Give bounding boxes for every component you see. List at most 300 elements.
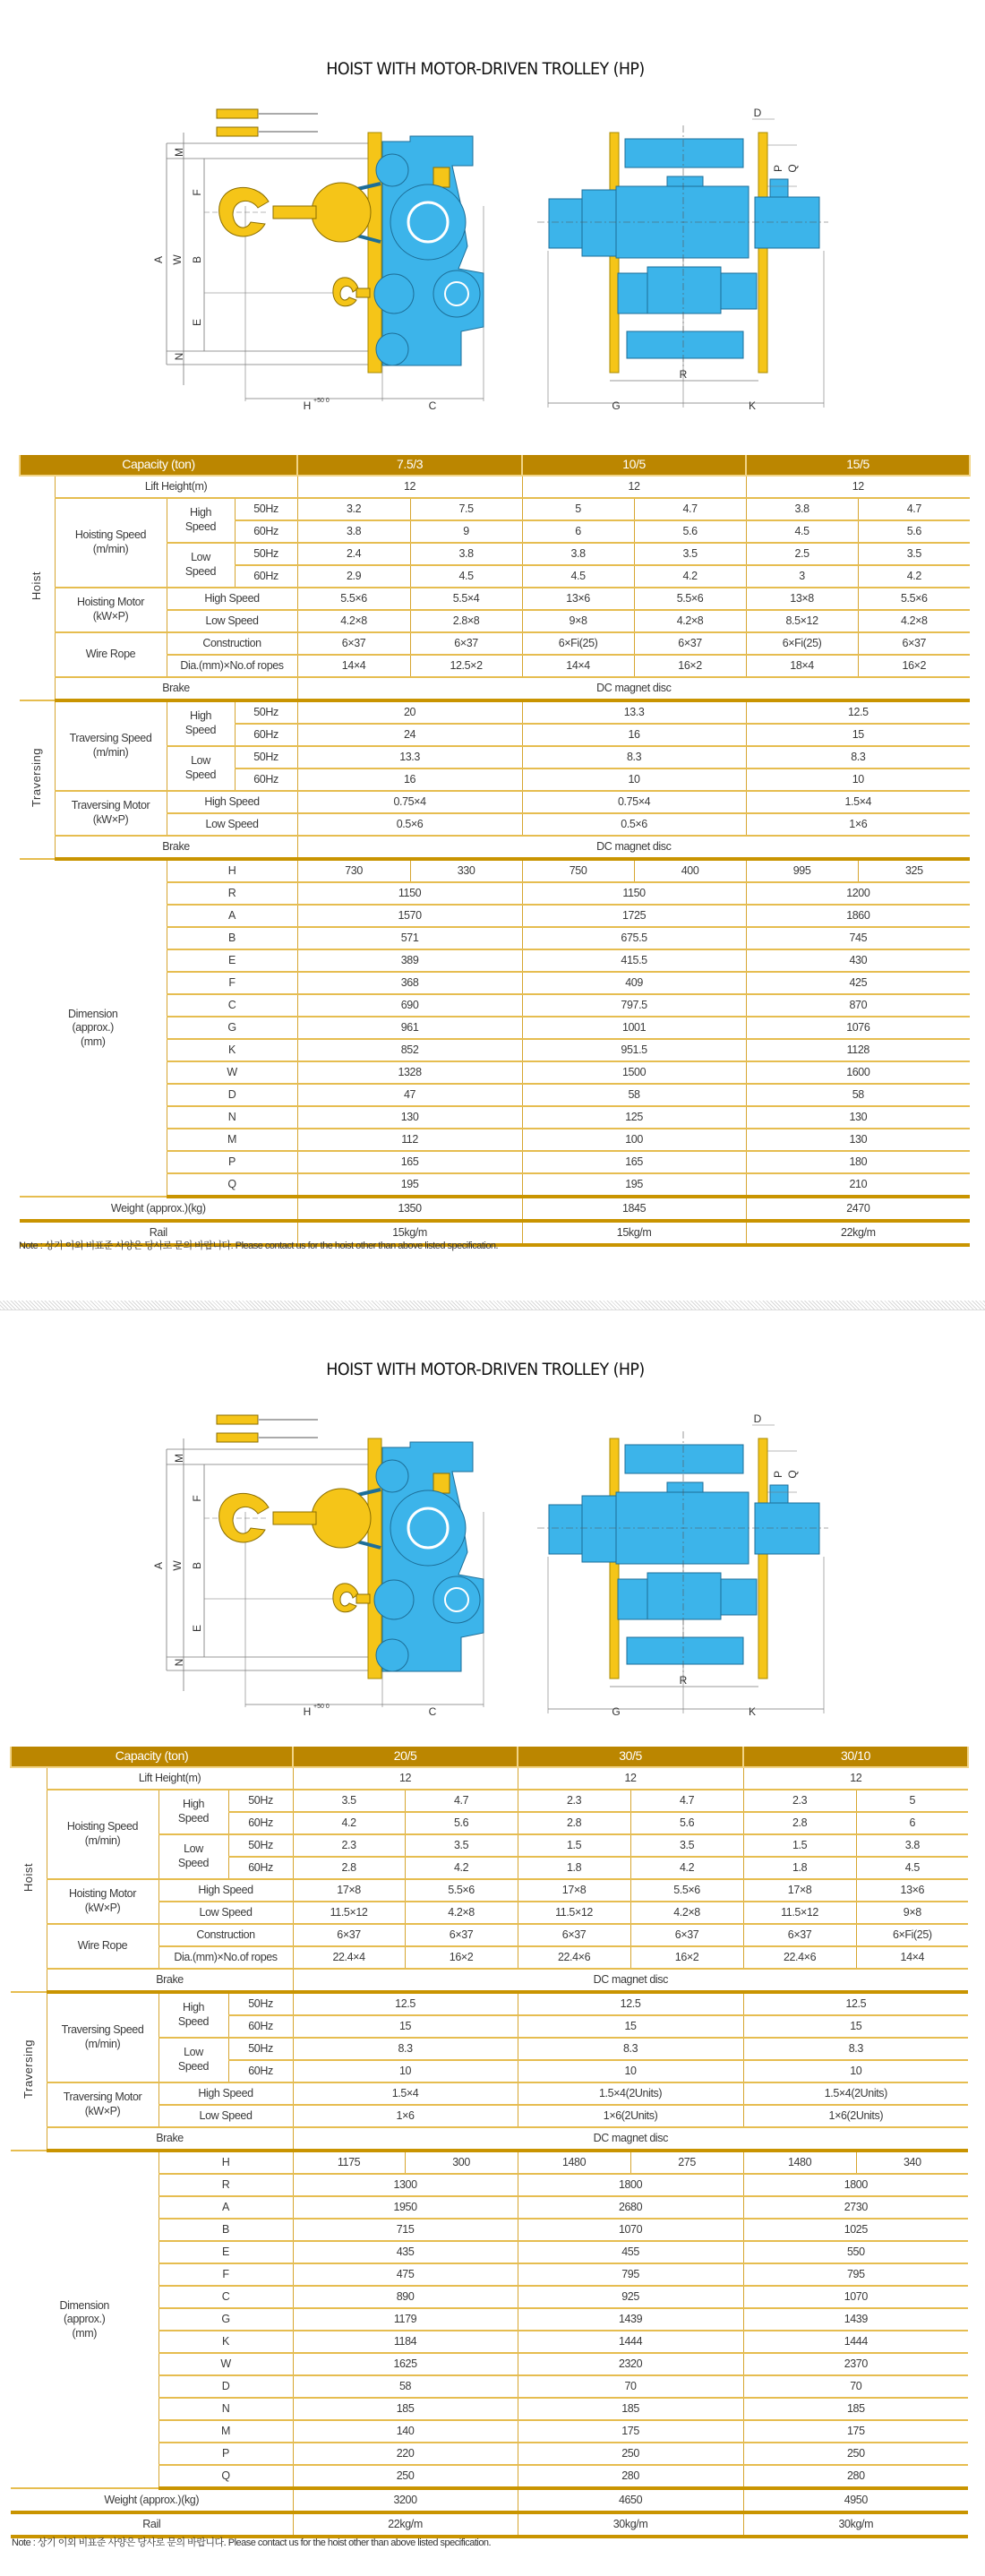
value-cell: 4.7 — [858, 498, 970, 520]
gear-reducer — [721, 1579, 757, 1615]
value-cell: 1328 — [297, 1061, 522, 1084]
value-cell: 2.8×8 — [410, 610, 522, 632]
value-cell: 125 — [522, 1106, 746, 1129]
dimension-label: D — [753, 1413, 762, 1425]
value-cell: 1184 — [293, 2331, 518, 2353]
value-cell: 1950 — [293, 2196, 518, 2219]
value-cell: 112 — [297, 1129, 522, 1151]
h-tolerance-label: +50 0 — [313, 1704, 330, 1710]
table-row — [11, 1746, 968, 1768]
capacity-header: Capacity (ton) — [20, 454, 297, 477]
value-cell: 4950 — [743, 2488, 968, 2512]
value-cell: 4.7 — [405, 1790, 518, 1812]
value-cell: 10 — [743, 2060, 968, 2082]
value-cell: 3.5 — [405, 1834, 518, 1857]
row-label: Dia.(mm)×No.of ropes — [158, 1946, 293, 1969]
value-cell: 1860 — [746, 905, 970, 927]
trolley-frame-top — [625, 1445, 743, 1473]
value-cell: 12.5 — [518, 1992, 743, 2015]
value-cell: 1070 — [518, 2219, 743, 2241]
traverse-motor — [647, 1573, 721, 1619]
value-cell: 5.5×6 — [858, 588, 970, 610]
dimension-letter: D — [158, 2375, 293, 2398]
value-cell: 16×2 — [858, 655, 970, 677]
row-label: Low Speed — [158, 2105, 293, 2127]
value-cell: 2.3 — [518, 1790, 630, 1812]
value-cell: 1179 — [293, 2308, 518, 2331]
dimension-letter: C — [167, 994, 297, 1017]
value-cell: 3.8 — [410, 543, 522, 565]
value-cell: 165 — [522, 1151, 746, 1173]
value-cell: 1×6 — [746, 813, 970, 836]
value-cell: 15 — [746, 724, 970, 746]
value-cell: 4.7 — [630, 1790, 743, 1812]
value-cell: 795 — [518, 2263, 743, 2286]
value-cell: 6×Fi(25) — [746, 632, 858, 655]
dimension-label: G — [612, 1705, 621, 1718]
value-cell: 1.5 — [743, 1834, 856, 1857]
row-label: High Speed — [167, 498, 235, 543]
value-cell: 3.8 — [522, 543, 634, 565]
dimension-label: D — [753, 107, 762, 119]
dimension-letter: M — [167, 1129, 297, 1151]
value-cell: 1.5×4 — [293, 2082, 518, 2105]
value-cell: 415.5 — [522, 949, 746, 972]
value-cell: 16×2 — [405, 1946, 518, 1969]
value-cell: 1025 — [743, 2219, 968, 2241]
table-row — [20, 498, 970, 520]
value-cell: 1600 — [746, 1061, 970, 1084]
dimension-label: B — [191, 1561, 203, 1570]
dimension-label: A — [152, 1561, 165, 1570]
capacity-column-header: 7.5/3 — [297, 454, 522, 477]
value-cell: 6×Fi(25) — [856, 1924, 968, 1946]
value-cell: 22.4×4 — [293, 1946, 405, 1969]
value-cell: 9×8 — [856, 1902, 968, 1924]
pendant-switch — [217, 127, 258, 136]
value-cell: 17×8 — [518, 1879, 630, 1902]
value-cell: 690 — [297, 994, 522, 1017]
trolley-frame-bottom — [627, 1637, 743, 1664]
value-cell: 5.5×6 — [634, 588, 746, 610]
value-cell: 1.5×4(2Units) — [743, 2082, 968, 2105]
section-label: Hoist — [30, 571, 44, 601]
value-cell: 58 — [293, 2375, 518, 2398]
table-row — [20, 700, 970, 724]
trolley-frame-top — [625, 139, 743, 167]
dimension-letter: H — [167, 859, 297, 882]
value-cell: 15kg/m — [522, 1221, 746, 1245]
value-cell: 20 — [297, 700, 522, 724]
dimension-label: P — [772, 1470, 784, 1479]
value-cell: 5.6 — [405, 1812, 518, 1834]
control-box — [433, 167, 450, 187]
value-cell: 195 — [522, 1173, 746, 1197]
value-cell: 180 — [746, 1151, 970, 1173]
value-cell: 275 — [630, 2151, 743, 2174]
value-cell: 12.5 — [293, 1992, 518, 2015]
value-cell: 10 — [293, 2060, 518, 2082]
value-cell: 10 — [518, 2060, 743, 2082]
value-cell: 210 — [746, 1173, 970, 1197]
value-cell: 4.2×8 — [405, 1902, 518, 1924]
table-row — [20, 476, 970, 498]
dimension-label: G — [612, 399, 621, 412]
value-cell: 12 — [743, 1767, 968, 1790]
value-cell: 7.5 — [410, 498, 522, 520]
dimension-label: W — [171, 254, 184, 265]
value-cell: DC magnet disc — [297, 836, 970, 859]
value-cell: 58 — [746, 1084, 970, 1106]
value-cell: DC magnet disc — [293, 2127, 968, 2151]
value-cell: 1500 — [522, 1061, 746, 1084]
value-cell: 1150 — [297, 882, 522, 905]
value-cell: 1.5×4(2Units) — [518, 2082, 743, 2105]
motor-terminal-box — [770, 179, 788, 197]
dimension-label: E — [191, 318, 203, 327]
value-cell: 12.5 — [743, 1992, 968, 2015]
row-label: High Speed — [167, 700, 235, 746]
value-cell: 8.3 — [293, 2038, 518, 2060]
row-label: Rail — [11, 2512, 293, 2537]
hook-block — [312, 183, 371, 242]
row-label: 50Hz — [235, 746, 297, 769]
value-cell: 6 — [856, 1812, 968, 1834]
row-label: 60Hz — [228, 1812, 293, 1834]
value-cell: 4.2 — [858, 565, 970, 588]
gear-wheel — [374, 274, 414, 313]
value-cell: 17×8 — [743, 1879, 856, 1902]
table-row — [11, 2151, 968, 2174]
row-label: Hoisting Motor (kW×P) — [47, 1879, 158, 1924]
row-label: Brake — [47, 1969, 293, 1992]
value-cell: 10 — [522, 769, 746, 791]
value-cell: 22kg/m — [293, 2512, 518, 2537]
dimension-letter: F — [158, 2263, 293, 2286]
value-cell: 1150 — [522, 882, 746, 905]
value-cell: 195 — [297, 1173, 522, 1197]
value-cell: 797.5 — [522, 994, 746, 1017]
value-cell: 12 — [293, 1767, 518, 1790]
value-cell: 795 — [743, 2263, 968, 2286]
dimension-letter: W — [167, 1061, 297, 1084]
row-label: Brake — [47, 2127, 293, 2151]
value-cell: 3.5 — [293, 1790, 405, 1812]
table-row — [11, 1879, 968, 1902]
value-cell: 425 — [746, 972, 970, 994]
dimension-letter: R — [167, 882, 297, 905]
value-cell: 4.2 — [405, 1857, 518, 1879]
value-cell: 2470 — [746, 1197, 970, 1221]
rail-right — [758, 133, 767, 373]
dimension-label: P — [772, 164, 784, 173]
value-cell: 9 — [410, 520, 522, 543]
value-cell: 16×2 — [630, 1946, 743, 1969]
value-cell: 6×37 — [743, 1924, 856, 1946]
value-cell: 389 — [297, 949, 522, 972]
value-cell: 4.7 — [634, 498, 746, 520]
value-cell: 5.6 — [630, 1812, 743, 1834]
value-cell: 430 — [746, 949, 970, 972]
row-label: 50Hz — [228, 2038, 293, 2060]
row-label: High Speed — [158, 1879, 293, 1902]
value-cell: 5.5×6 — [630, 1879, 743, 1902]
value-cell: 1439 — [518, 2308, 743, 2331]
auxiliary-hook — [333, 278, 358, 306]
value-cell: 22.4×6 — [743, 1946, 856, 1969]
table-row — [11, 1969, 968, 1992]
row-label: Weight (approx.)(kg) — [11, 2488, 293, 2512]
value-cell: 12 — [518, 1767, 743, 1790]
row-label: 50Hz — [235, 700, 297, 724]
dimension-letter: E — [158, 2241, 293, 2263]
value-cell: 550 — [743, 2241, 968, 2263]
dimension-label: H — [303, 399, 312, 412]
brake-unit — [618, 273, 649, 313]
dimension-letter: C — [158, 2286, 293, 2308]
value-cell: 47 — [297, 1084, 522, 1106]
row-label: High Speed — [167, 791, 297, 813]
value-cell: 6×37 — [634, 632, 746, 655]
value-cell: 16 — [522, 724, 746, 746]
value-cell: 17×8 — [293, 1879, 405, 1902]
value-cell: 12 — [297, 476, 522, 498]
value-cell: 1480 — [743, 2151, 856, 2174]
value-cell: 15 — [743, 2015, 968, 2038]
value-cell: 6×37 — [410, 632, 522, 655]
value-cell: 15kg/m — [297, 1221, 522, 1245]
value-cell: 1076 — [746, 1017, 970, 1039]
value-cell: 5 — [856, 1790, 968, 1812]
gear-wheel — [374, 1580, 414, 1619]
value-cell: 3.8 — [297, 520, 410, 543]
value-cell: 6×37 — [293, 1924, 405, 1946]
row-label: Hoisting Speed (m/min) — [55, 498, 167, 588]
value-cell: 3.5 — [630, 1834, 743, 1857]
value-cell: 3200 — [293, 2488, 518, 2512]
dimension-label: W — [171, 1560, 184, 1571]
spec-table — [19, 452, 971, 1247]
aux-hook-shank — [356, 1594, 370, 1603]
value-cell: 890 — [293, 2286, 518, 2308]
value-cell: 4.5 — [746, 520, 858, 543]
section-label: Traversing — [30, 748, 44, 808]
value-cell: 675.5 — [522, 927, 746, 949]
row-label: Low Speed — [167, 746, 235, 791]
value-cell: 4.2 — [634, 565, 746, 588]
value-cell: 6×37 — [630, 1924, 743, 1946]
value-cell: 340 — [856, 2151, 968, 2174]
dimension-letter: Q — [167, 1173, 297, 1197]
value-cell: 12.5 — [746, 700, 970, 724]
dimension-label: M — [173, 148, 185, 157]
dimension-label: Dimension (approx.) (mm) — [20, 859, 167, 1197]
row-label: High Speed — [167, 588, 297, 610]
value-cell: 220 — [293, 2443, 518, 2465]
dimension-label: K — [748, 399, 757, 412]
value-cell: 2370 — [743, 2353, 968, 2375]
value-cell: 13×6 — [522, 588, 634, 610]
value-cell: 6×37 — [297, 632, 410, 655]
value-cell: 4650 — [518, 2488, 743, 2512]
value-cell: 961 — [297, 1017, 522, 1039]
gearbox — [433, 270, 480, 317]
capacity-column-header: 20/5 — [293, 1746, 518, 1768]
table-row — [20, 791, 970, 813]
value-cell: 435 — [293, 2241, 518, 2263]
row-label: Weight (approx.)(kg) — [20, 1197, 297, 1221]
value-cell: 1845 — [522, 1197, 746, 1221]
dimension-letter: P — [158, 2443, 293, 2465]
row-label: 60Hz — [228, 2060, 293, 2082]
hoist-section — [20, 476, 55, 700]
hook-block — [312, 1489, 371, 1548]
row-label: Brake — [55, 836, 297, 859]
value-cell: 11.5×12 — [293, 1902, 405, 1924]
aux-hook-shank — [356, 288, 370, 297]
value-cell: 5.6 — [634, 520, 746, 543]
dimension-letter: A — [158, 2196, 293, 2219]
row-label: Construction — [158, 1924, 293, 1946]
row-label: Low Speed — [158, 1902, 293, 1924]
dimension-letter: B — [167, 927, 297, 949]
value-cell: 185 — [518, 2398, 743, 2420]
value-cell: 1070 — [743, 2286, 968, 2308]
capacity-column-header: 15/5 — [746, 454, 970, 477]
control-box — [433, 1473, 450, 1493]
dimension-label: Q — [786, 164, 799, 173]
brake-unit — [618, 1579, 649, 1619]
row-label: 50Hz — [228, 1790, 293, 1812]
value-cell: 2.5 — [746, 543, 858, 565]
value-cell: 13.3 — [297, 746, 522, 769]
dimension-label: R — [679, 368, 688, 381]
value-cell: 165 — [297, 1151, 522, 1173]
value-cell: 22.4×6 — [518, 1946, 630, 1969]
value-cell: 1350 — [297, 1197, 522, 1221]
value-cell: 4.5 — [856, 1857, 968, 1879]
dimension-letter: N — [158, 2398, 293, 2420]
dimension-label: H — [303, 1705, 312, 1718]
value-cell: 8.5×12 — [746, 610, 858, 632]
value-cell: 1×6(2Units) — [518, 2105, 743, 2127]
value-cell: 400 — [634, 859, 746, 882]
value-cell: 3.2 — [297, 498, 410, 520]
row-label: High Speed — [158, 1992, 228, 2038]
row-label: Rail — [20, 1221, 297, 1245]
dimension-letter: P — [167, 1151, 297, 1173]
dimension-letter: R — [158, 2174, 293, 2196]
row-label: High Speed — [158, 1790, 228, 1834]
table-row — [20, 859, 970, 882]
row-label: Low Speed — [167, 610, 297, 632]
dimension-letter: D — [167, 1084, 297, 1106]
value-cell: 0.5×6 — [297, 813, 522, 836]
value-cell: 1.8 — [743, 1857, 856, 1879]
value-cell: 12.5×2 — [410, 655, 522, 677]
value-cell: 14×4 — [856, 1946, 968, 1969]
value-cell: 18×4 — [746, 655, 858, 677]
spec-table — [10, 1744, 969, 2538]
section-title: HOIST WITH MOTOR-DRIVEN TROLLEY (HP) — [326, 59, 645, 79]
table-row — [11, 2488, 968, 2512]
value-cell: 870 — [746, 994, 970, 1017]
row-label: 60Hz — [235, 565, 297, 588]
value-cell: 100 — [522, 1129, 746, 1151]
row-label: Low Speed — [158, 2038, 228, 2082]
table-row — [11, 2127, 968, 2151]
value-cell: 1×6(2Units) — [743, 2105, 968, 2127]
dimension-label: F — [191, 189, 203, 196]
value-cell: 3.5 — [858, 543, 970, 565]
value-cell: 280 — [743, 2465, 968, 2488]
table-row — [11, 2082, 968, 2105]
pendant-switch — [217, 109, 258, 118]
value-cell: 70 — [518, 2375, 743, 2398]
value-cell: 13×8 — [746, 588, 858, 610]
value-cell: 2.8 — [743, 1812, 856, 1834]
value-cell: DC magnet disc — [297, 677, 970, 700]
section-label: Traversing — [21, 2039, 35, 2099]
value-cell: 325 — [858, 859, 970, 882]
value-cell: 2730 — [743, 2196, 968, 2219]
gearbox — [433, 1576, 480, 1623]
value-cell: 8.3 — [743, 2038, 968, 2060]
traverse-motor — [647, 267, 721, 313]
value-cell: 30kg/m — [518, 2512, 743, 2537]
row-label: Brake — [55, 677, 297, 700]
value-cell: 1.8 — [518, 1857, 630, 1879]
traversing-section — [20, 700, 55, 859]
section-label: Hoist — [21, 1863, 35, 1893]
hoist-motor — [755, 197, 819, 248]
value-cell: 15 — [293, 2015, 518, 2038]
value-cell: 13.3 — [522, 700, 746, 724]
value-cell: 4.5 — [522, 565, 634, 588]
table-row — [11, 1790, 968, 1812]
value-cell: 5.5×6 — [405, 1879, 518, 1902]
drum-flange — [582, 1496, 618, 1562]
value-cell: 745 — [746, 927, 970, 949]
row-label: 50Hz — [235, 543, 297, 565]
value-cell: 8.3 — [518, 2038, 743, 2060]
value-cell: 58 — [522, 1084, 746, 1106]
drum-motor — [390, 185, 466, 260]
value-cell: 250 — [518, 2443, 743, 2465]
value-cell: 175 — [518, 2420, 743, 2443]
drum-motor — [390, 1490, 466, 1566]
value-cell: 3.8 — [746, 498, 858, 520]
lower-sheave — [376, 333, 408, 365]
table-row — [20, 454, 970, 477]
row-label: Wire Rope — [47, 1924, 158, 1969]
value-cell: 1175 — [293, 2151, 405, 2174]
value-cell: 250 — [743, 2443, 968, 2465]
pendant-switch — [217, 1433, 258, 1442]
value-cell: 185 — [743, 2398, 968, 2420]
value-cell: 11.5×12 — [743, 1902, 856, 1924]
row-label: 60Hz — [235, 520, 297, 543]
value-cell: 995 — [746, 859, 858, 882]
table-row — [20, 677, 970, 700]
dimension-letter: E — [167, 949, 297, 972]
value-cell: 4.5 — [410, 565, 522, 588]
value-cell: 1001 — [522, 1017, 746, 1039]
dimension-label: C — [428, 1705, 437, 1718]
table-row — [11, 2512, 968, 2537]
value-cell: 16×2 — [634, 655, 746, 677]
dimension-letter: K — [158, 2331, 293, 2353]
